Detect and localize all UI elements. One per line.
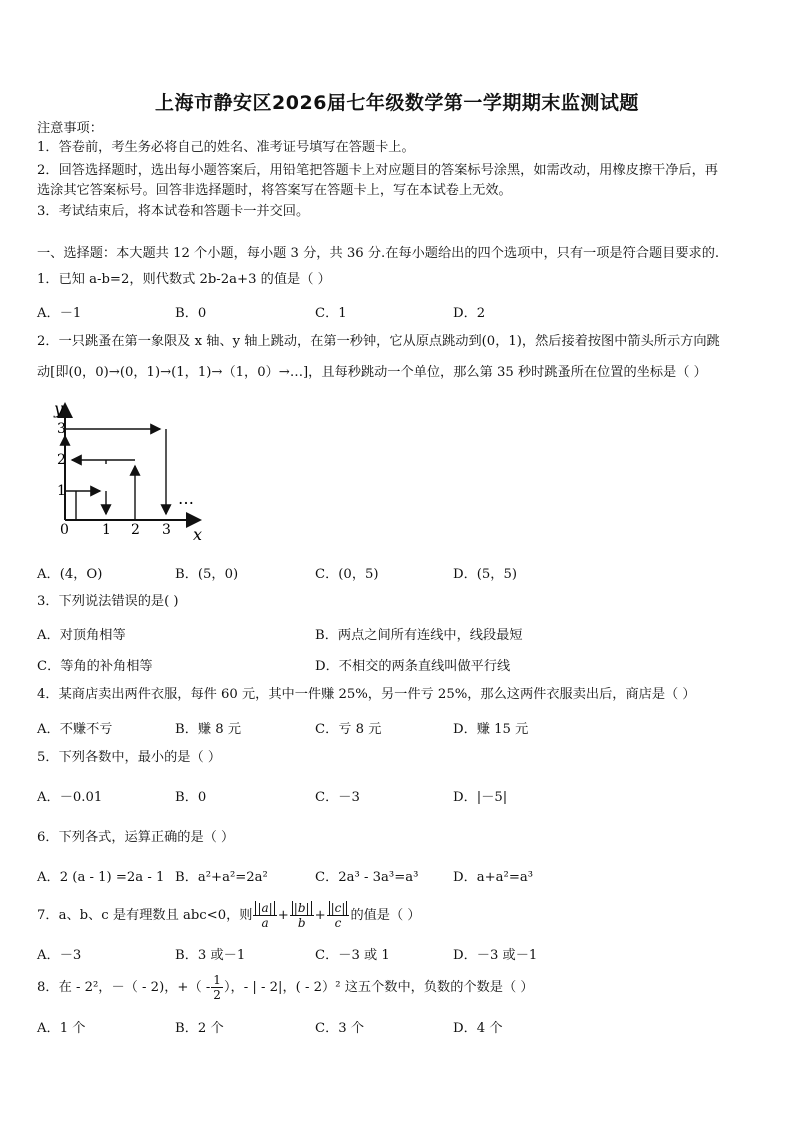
fraction-c-num: |c| [330, 901, 346, 915]
exam-title: 上海市静安区2026届七年级数学第一学期期末监测试题 [155, 92, 639, 114]
q8-stem-pre: 8．在 - 2²，－（ - 2)，+（ - [37, 980, 211, 995]
notice-heading: 注意事项： [37, 121, 103, 136]
question-3-stem: 3．下列说法错误的是( ) [37, 594, 179, 609]
q5-option-a: A．－0.01 [37, 790, 103, 805]
fraction-c-den: c [334, 916, 342, 930]
fraction-a-den: a [261, 916, 269, 930]
q8-option-a: A．1 个 [37, 1021, 86, 1036]
q4-option-b: B．赚 8 元 [175, 722, 242, 737]
x-tick-3: 3 [162, 522, 171, 538]
notice-item-3: 3．考试结束后，将本试卷和答题卡一并交回。 [37, 204, 310, 219]
plus-sign: + [314, 908, 326, 923]
flea-path-figure [40, 396, 220, 546]
q5-option-d: D．|－5| [453, 790, 508, 805]
q1-option-b: B．0 [175, 306, 207, 321]
q2-option-c: C．(0，5) [315, 567, 379, 582]
q6-option-a: A．2 (a - 1) =2a - 1 [37, 870, 165, 885]
q2-option-d: D．(5，5) [453, 567, 518, 582]
q8-option-d: D．4 个 [453, 1021, 503, 1036]
notice-item-1: 1．答卷前，考生务必将自己的姓名、准考证号填写在答题卡上。 [37, 140, 415, 155]
question-4-stem: 4．某商店卖出两件衣服，每件 60 元，其中一件赚 25%，另一件亏 25%，那么这两件衣服卖出后，商店是（ ） [37, 687, 696, 702]
question-2-line-1: 2．一只跳蚤在第一象限及 x 轴、y 轴上跳动，在第一秒钟，它从原点跳动到(0，1)，然后接着按图中箭头所示方向跳 [37, 334, 720, 349]
y-tick-3: 3 [57, 421, 66, 437]
y-tick-2: 2 [57, 452, 66, 468]
fraction-num: 1 [213, 973, 221, 987]
question-1-stem: 1．已知 a-b=2，则代数式 2b-2a+3 的值是（ ） [37, 272, 331, 287]
fraction-c [327, 901, 350, 930]
x-axis-label: x [193, 525, 203, 544]
origin-label: 0 [60, 522, 69, 538]
q7-option-b: B．3 或－1 [175, 948, 246, 963]
notice-item-2: 2．回答选择题时，选出每小题答案后，用铅笔把答题卡上对应题目的答案标号涂黑，如需改动，用橡皮擦干净后，再 [37, 163, 718, 178]
q2-option-b: B．(5，0) [175, 567, 239, 582]
q7-option-c: C．－3 或 1 [315, 948, 390, 963]
fraction-a-num: |a| [257, 901, 273, 915]
q3-option-b: B．两点之间所有连线中，线段最短 [315, 628, 523, 643]
q1-option-a: A．－1 [37, 306, 82, 321]
q7-option-a: A．－3 [37, 948, 82, 963]
q7-stem-pre: 7．a、b、c 是有理数且 abc<0，则 [37, 908, 253, 923]
question-8-stem [37, 970, 534, 1006]
fraction-den: 2 [213, 988, 221, 1002]
continuation-dots: … [178, 489, 194, 508]
q8-stem-post: ），- | - 2|，( - 2）² 这五个数中，负数的个数是（ ） [223, 980, 534, 995]
question-6-stem: 6．下列各式，运算正确的是（ ） [37, 830, 235, 845]
question-5-stem: 5．下列各数中，最小的是（ ） [37, 750, 222, 765]
q6-option-d: D．a+a²=a³ [453, 870, 534, 885]
q1-option-d: D．2 [453, 306, 486, 321]
q3-option-c: C．等角的补角相等 [37, 659, 153, 674]
q6-option-b: B．a²+a²=2a² [175, 870, 268, 885]
y-tick-1: 1 [57, 483, 66, 499]
x-tick-2: 2 [131, 522, 140, 538]
x-tick-1: 1 [102, 522, 111, 538]
question-2-line-2: 动[即(0，0)→(0，1)→(1，1)→（1，0）→…]，且每秒跳动一个单位，那么第 35 秒时跳蚤所在位置的坐标是（ ） [37, 365, 707, 380]
q7-stem-post: 的值是（ ） [350, 908, 421, 923]
q4-option-c: C．亏 8 元 [315, 722, 382, 737]
q8-option-b: B．2 个 [175, 1021, 224, 1036]
q1-option-c: C．1 [315, 306, 347, 321]
fraction-b-num: |b| [293, 901, 310, 915]
y-axis-label: y [54, 399, 64, 418]
q5-option-c: C．－3 [315, 790, 360, 805]
question-7-stem [37, 898, 421, 934]
q2-option-a: A．(4，O) [37, 567, 103, 582]
fraction-b-den: b [297, 916, 306, 930]
section-heading: 一、选择题：本大题共 12 个小题，每小题 3 分，共 36 分.在每小题给出的四个选项中，只有一项是符合题目要求的. [37, 246, 720, 261]
q5-option-b: B．0 [175, 790, 207, 805]
q8-option-c: C．3 个 [315, 1021, 365, 1036]
q6-option-c: C．2a³ - 3a³=a³ [315, 870, 419, 885]
q4-option-d: D．赚 15 元 [453, 722, 529, 737]
plus-sign: + [277, 908, 289, 923]
q7-option-d: D．－3 或－1 [453, 948, 538, 963]
fraction-a [253, 901, 276, 930]
fraction-one-half [211, 973, 223, 1002]
q3-option-a: A．对顶角相等 [37, 628, 126, 643]
notice-item-2-cont: 选涂其它答案标号。回答非选择题时，将答案写在答题卡上，写在本试卷上无效。 [37, 183, 512, 198]
q3-option-d: D．不相交的两条直线叫做平行线 [315, 659, 511, 674]
q4-option-a: A．不赚不亏 [37, 722, 113, 737]
fraction-b [290, 901, 314, 930]
